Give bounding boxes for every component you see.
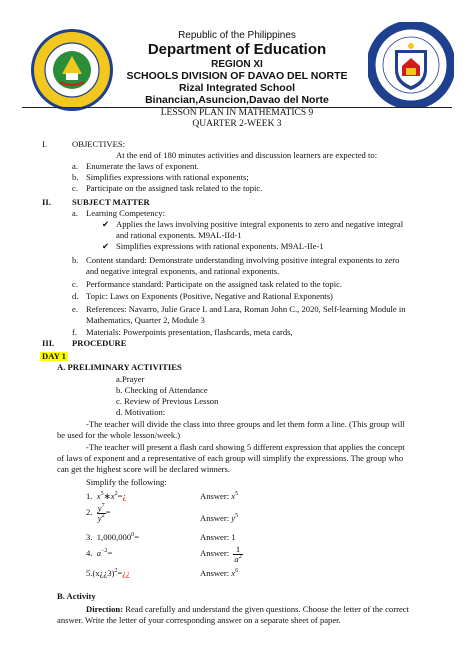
- problem-5-answer: Answer: $x^6$: [200, 568, 239, 578]
- problem-3: 3. $1,000,000^0=$: [86, 532, 139, 542]
- problem-2-answer: Answer: $y^5$: [200, 513, 239, 523]
- day-label: DAY 1: [42, 351, 66, 361]
- motivation-para: can get the highest score will be declared winners.: [57, 464, 231, 474]
- competency-text: Applies the laws involving positive integral exponents to zero and negative integral: [116, 219, 404, 229]
- problem-1-answer: Answer: $x^5$: [200, 491, 239, 501]
- list-letter: c.: [72, 279, 78, 289]
- preliminary-heading: A. PRELIMINARY ACTIVITIES: [57, 362, 182, 372]
- division-line: SCHOOLS DIVISION OF DAVAO DEL NORTE: [126, 70, 348, 82]
- motivation-para: of laws of exponent and a representative of each group will simplify the expressions. The group who: [57, 453, 404, 463]
- problem-4-answer: Answer: $\frac{1}{a^2}$: [200, 544, 242, 564]
- list-letter: a.: [72, 161, 78, 171]
- content-standard-cont: and negative integral exponents, and rational exponents.: [86, 266, 280, 276]
- checkmark-icon: ✔: [102, 241, 110, 251]
- materials: Materials: Powerpoints presentation, flashcards, meta cards,: [86, 327, 293, 337]
- content-standard: Content standard: Demonstrate understanding involving positive integral exponents to zero: [86, 255, 400, 265]
- school-address: Binancian,Asuncion,Davao del Norte: [145, 94, 329, 106]
- problem-1: 1. $x^5∗x^2=¿$: [86, 491, 127, 501]
- activity-heading: B. Activity: [57, 591, 96, 601]
- motivation-para: -The teacher will present a flash card showing 5 different expression that applies the concept: [86, 442, 405, 452]
- learning-competency-label: Learning Competency:: [86, 208, 165, 218]
- section-number: II.: [42, 197, 51, 207]
- competency-text: Simplifies expressions with rational exponents. M9AL-IIe-1: [116, 241, 324, 251]
- list-letter: e.: [72, 304, 78, 314]
- subject-heading: SUBJECT MATTER: [72, 197, 150, 207]
- direction-line: Direction: Read carefully and understand the given questions. Choose the letter of the correct: [86, 604, 409, 614]
- procedure-heading: PROCEDURE: [72, 338, 127, 348]
- objectives-intro: At the end of 180 minutes activities and discussion learners are expected to:: [116, 150, 378, 160]
- problem-4: 4. $a^{-2}=$: [86, 548, 113, 558]
- activity-item: c. Review of Previous Lesson: [116, 396, 219, 406]
- objective-item: Simplifies expressions with rational exponents;: [86, 172, 249, 182]
- motivation-para: -The teacher will divide the class into three groups and let them form a line. (This group will: [86, 419, 405, 429]
- activity-item: d. Motivation:: [116, 407, 166, 417]
- objective-item: Participate on the assigned task related to the topic.: [86, 183, 263, 193]
- competency-text: and rational exponents. M9AL-IId-1: [116, 230, 242, 240]
- region-line: REGION XI: [211, 59, 263, 70]
- direction-line-cont: answer. Write the letter of your corresponding answer on a separate sheet of paper.: [57, 615, 341, 625]
- plan-title: LESSON PLAN IN MATHEMATICS 9: [160, 108, 314, 118]
- list-letter: c.: [72, 183, 78, 193]
- list-letter: b.: [72, 255, 79, 265]
- problem-2: 2. $\frac{y^7}{y^2}$ =: [86, 503, 111, 523]
- school-name: Rizal Integrated School: [178, 82, 296, 94]
- motivation-para: be used for the whole lesson/week.): [57, 430, 181, 440]
- list-letter: d.: [72, 291, 79, 301]
- department-title: Department of Education: [147, 41, 327, 58]
- problem-5: 5.(x¿¿3)$^2$=¿¿: [86, 568, 130, 578]
- list-letter: b.: [72, 172, 79, 182]
- section-number: III.: [42, 338, 55, 348]
- objectives-heading: OBJECTIVES:: [72, 139, 125, 149]
- plan-quarter: QUARTER 2-WEEK 3: [192, 119, 282, 129]
- references-cont: Mathematics, Quarter 2, Module 3: [86, 315, 205, 325]
- problem-3-answer: Answer: 1: [200, 532, 236, 542]
- activity-item: b. Checking of Attendance: [116, 385, 208, 395]
- checkmark-icon: ✔: [102, 219, 110, 229]
- list-letter: f.: [72, 327, 78, 337]
- activity-item: a.Prayer: [116, 374, 145, 384]
- objective-item: Enumerate the laws of exponent.: [86, 161, 199, 171]
- republic-line: Republic of the Philippines: [178, 30, 296, 41]
- topic: Topic: Laws on Exponents (Positive, Negative and Rational Exponents): [86, 291, 333, 301]
- simplify-label: Simplify the following:: [86, 477, 167, 487]
- section-number: I.: [42, 139, 48, 149]
- performance-standard: Performance standard: Participate on the assigned task related to the topic.: [86, 279, 343, 289]
- references: References: Navarro, Julie Grace I. and Lara, Roman John C., 2020, Self-learning Module in: [86, 304, 406, 314]
- list-letter: a.: [72, 208, 78, 218]
